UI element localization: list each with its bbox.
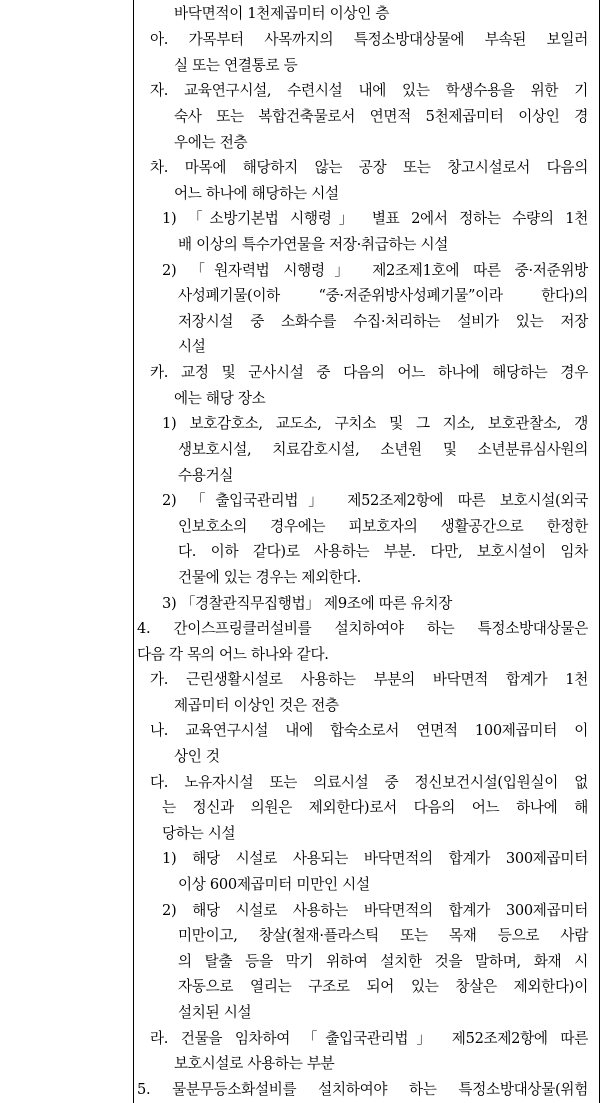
text-line: 1) 「소방기본법 시행령」 별표 2에서 정하는 수량의 1천 <box>162 210 588 227</box>
text-line: 4. 간이스프링클러설비를 설치하여야 하는 특정소방대상물은 <box>137 620 588 637</box>
text-line: 가. 근린생활시설로 사용하는 부분의 바닥면적 합계가 1천 <box>150 671 588 688</box>
text-line: 차. 마목에 해당하지 않는 공장 또는 창고시설로서 다음의 <box>150 159 588 176</box>
text-line: 카. 교정 및 군사시설 중 다음의 어느 하나에 해당하는 경우 <box>150 364 588 381</box>
text-line: 자동으로 열리는 구조로 되어 있는 창살은 제외한다)이 <box>178 978 588 995</box>
text-line: 제곱미터 이상인 것은 전층 <box>174 697 339 714</box>
text-line: 실 또는 연결통로 등 <box>174 57 298 74</box>
text-line: 우에는 전층 <box>174 134 248 151</box>
text-line: 미만이고, 창살(철재·플라스틱 또는 목재 등으로 사람 <box>178 927 588 944</box>
text-line: 다. 노유자시설 또는 의료시설 중 정신보건시설(입원실이 없 <box>150 774 588 791</box>
text-line: 상인 것 <box>174 748 220 765</box>
text-line: 사성폐기물(이하 “중·저준위방사성폐기물”이라 한다)의 <box>178 287 588 304</box>
text-line: 이상 600제곱미터 미만인 시설 <box>178 876 370 893</box>
text-line: 에는 해당 장소 <box>174 390 266 407</box>
text-line: 다. 이하 같다)로 사용하는 부분. 다만, 보호시설이 임차 <box>178 543 588 560</box>
text-line: 는 정신과 의원은 제외한다)로서 다음의 어느 하나에 해 <box>162 799 588 816</box>
text-line: 생보호시설, 치료감호시설, 소년원 및 소년분류심사원의 <box>178 441 588 458</box>
text-line: 의 탈출 등을 막기 위하여 설치한 것을 말하며, 화재 시 <box>178 953 588 970</box>
text-line: 1) 보호감호소, 교도소, 구치소 및 그 지소, 보호관찰소, 갱 <box>162 415 588 432</box>
text-line: 건물에 있는 경우는 제외한다. <box>178 569 361 586</box>
text-line: 시설 <box>178 338 206 355</box>
text-line: 자. 교육연구시설, 수련시설 내에 있는 학생수용을 위한 기 <box>150 82 588 99</box>
text-line: 다음 각 목의 어느 하나와 같다. <box>137 646 329 663</box>
text-line: 숙사 또는 복합건축물로서 연면적 5천제곱미터 이상인 경 <box>174 108 588 125</box>
text-line: 라. 건물을 임차하여 「출입국관리법」 제52조제2항에 따른 <box>150 1030 588 1047</box>
text-line: 1) 해당 시설로 사용되는 바닥면적의 합계가 300제곱미터 <box>162 850 588 867</box>
text-line: 아. 가목부터 사목까지의 특정소방대상물에 부속된 보일러 <box>150 31 588 48</box>
text-line: 나. 교육연구시설 내에 합숙소로서 연면적 100제곱미터 이 <box>150 722 588 739</box>
text-line: 5. 물분무등소화설비를 설치하여야 하는 특정소방대상물(위험 <box>137 1081 588 1098</box>
text-line: 바닥면적이 1천제곱미터 이상인 층 <box>174 5 390 22</box>
text-line: 2) 「원자력법 시행령」 제2조제1호에 따른 중·저준위방 <box>162 262 588 279</box>
text-line: 2) 「출입국관리법」 제52조제2항에 따른 보호시설(외국 <box>162 492 588 509</box>
text-line: 인보호소의 경우에는 피보호자의 생활공간으로 한정한 <box>178 518 588 535</box>
text-line: 수용거실 <box>178 467 234 484</box>
text-line: 당하는 시설 <box>162 825 236 842</box>
text-line: 3) 「경찰관직무집행법」 제9조에 따른 유치장 <box>162 595 453 612</box>
text-line: 저장시설 중 소화수를 수집·처리하는 설비가 있는 저장 <box>178 313 588 330</box>
text-line: 배 이상의 특수가연물을 저장·취급하는 시설 <box>178 236 449 253</box>
text-line: 설치된 시설 <box>178 1004 252 1021</box>
text-line: 2) 해당 시설로 사용하는 바닥면적의 합계가 300제곱미터 <box>162 902 588 919</box>
text-line: 보호시설로 사용하는 부분 <box>174 1055 335 1072</box>
text-line: 어느 하나에 해당하는 시설 <box>174 185 339 202</box>
